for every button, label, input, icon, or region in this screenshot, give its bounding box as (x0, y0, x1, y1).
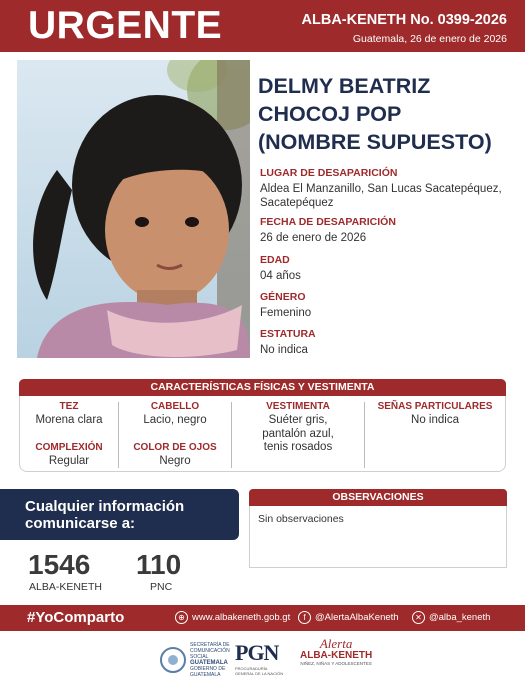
x-text: @alba_keneth (429, 612, 491, 623)
facebook-link[interactable] (298, 611, 399, 624)
website-text: www.albakeneth.gob.gt (192, 612, 291, 623)
estatura-value: No indica (260, 344, 308, 356)
x-link[interactable] (412, 611, 490, 624)
fecha-label: FECHA DE DESAPARICIÓN (260, 216, 396, 228)
website-link[interactable] (175, 611, 290, 624)
vestimenta-line-1: Suéter gris, (268, 414, 328, 426)
pgn-logo (235, 640, 287, 676)
tez-cell (20, 401, 118, 428)
phone-pnc[interactable]: 110 (136, 549, 182, 580)
vestimenta-line-2: pantalón azul, (262, 427, 334, 440)
gt-logo-line-3: GOBIERNO DE GUATEMALA (190, 666, 226, 678)
cabello-value: Lacio, negro (143, 414, 207, 426)
phone-alba-keneth[interactable]: 1546 (28, 549, 91, 580)
lugar-value (260, 182, 522, 210)
lugar-value-line-1: Aldea El Manzanillo, San Lucas Sacatepéquez, (260, 183, 502, 195)
senas-value: No indica (411, 414, 459, 426)
alerta-alba-keneth-logo (300, 638, 372, 667)
person-name (258, 72, 520, 156)
characteristics-title: CARACTERÍSTICAS FÍSICAS Y VESTIMENTA (19, 379, 506, 396)
phone-alba-keneth-label: ALBA-KENETH (29, 581, 102, 593)
estatura-label: ESTATURA (260, 328, 316, 340)
ojos-label: COLOR DE OJOS (133, 442, 217, 453)
info-genero (260, 291, 522, 320)
contact-line-2: comunicarse a: (25, 515, 136, 532)
info-estatura (260, 328, 522, 357)
hashtag[interactable]: #YoComparto (27, 609, 125, 626)
name-line-3: (NOMBRE SUPUESTO) (258, 130, 492, 154)
fecha-value: 26 de enero de 2026 (260, 232, 367, 244)
vestimenta-cell (232, 401, 364, 455)
globe-icon: ⊕ (175, 611, 188, 624)
ojos-value: Negro (159, 455, 191, 467)
complexion-label: COMPLEXIÓN (35, 442, 103, 453)
tez-label: TEZ (59, 401, 79, 412)
footer-bar (0, 605, 525, 631)
contact-line-1: Cualquier información (25, 498, 185, 515)
cabello-label: CABELLO (150, 401, 200, 412)
cabello-cell (119, 401, 231, 428)
facebook-text: @AlertaAlbaKeneth (315, 612, 399, 623)
vestimenta-line-3: tenis rosados (263, 441, 333, 453)
pgn-logo-sub: PROCURADURÍA GENERAL DE LA NACIÓN (235, 666, 284, 676)
vestimenta-value (232, 414, 364, 455)
observations-box (249, 506, 507, 568)
phone-pnc-label: PNC (150, 581, 173, 593)
gt-logo-line-1: SECRETARÍA DE COMUNICACIÓN SOCIAL (190, 642, 230, 660)
name-line-2: CHOCOJ POP (258, 102, 402, 126)
lugar-label: LUGAR DE DESAPARICIÓN (260, 167, 398, 179)
contact-banner (0, 489, 239, 540)
ojos-cell (119, 442, 231, 469)
vestimenta-label: VESTIMENTA (266, 401, 330, 412)
observations-title: OBSERVACIONES (249, 489, 507, 506)
complexion-cell (20, 442, 118, 469)
senas-label: SEÑAS PARTICULARES (377, 401, 493, 412)
observations-text: Sin observaciones (258, 513, 344, 525)
urgent-title: URGENTE (28, 4, 223, 47)
logos-strip (0, 636, 525, 678)
alert-date: Guatemala, 26 de enero de 2026 (352, 33, 507, 45)
gt-logo-line-2: GUATEMALA (190, 660, 228, 666)
facebook-icon: f (298, 611, 311, 624)
info-edad (260, 254, 522, 283)
edad-label: EDAD (260, 254, 290, 266)
name-line-1: DELMY BEATRIZ (258, 74, 431, 98)
x-icon: ✕ (412, 611, 425, 624)
genero-value: Femenino (260, 307, 312, 319)
senas-cell (365, 401, 505, 428)
pgn-logo-text: PGN (235, 640, 279, 665)
missing-person-photo (17, 60, 250, 358)
ak-logo-line-3: NIÑEZ, NIÑAS Y ADOLESCENTES (300, 661, 372, 666)
ak-logo-line-2: ALBA-KENETH (300, 650, 373, 661)
guatemala-seal-icon (160, 647, 186, 673)
header-banner (0, 0, 525, 52)
gobierno-guatemala-logo (160, 642, 242, 678)
tez-value: Morena clara (35, 414, 103, 426)
alert-code: ALBA-KENETH No. 0399-2026 (301, 12, 507, 28)
edad-value: 04 años (260, 270, 301, 282)
lugar-value-line-2: Sacatepéquez (260, 197, 334, 209)
ak-logo-line-1: Alerta (319, 636, 353, 651)
complexion-value: Regular (48, 455, 90, 467)
info-fecha (260, 216, 522, 245)
genero-label: GÉNERO (260, 291, 306, 303)
info-lugar (260, 167, 522, 210)
